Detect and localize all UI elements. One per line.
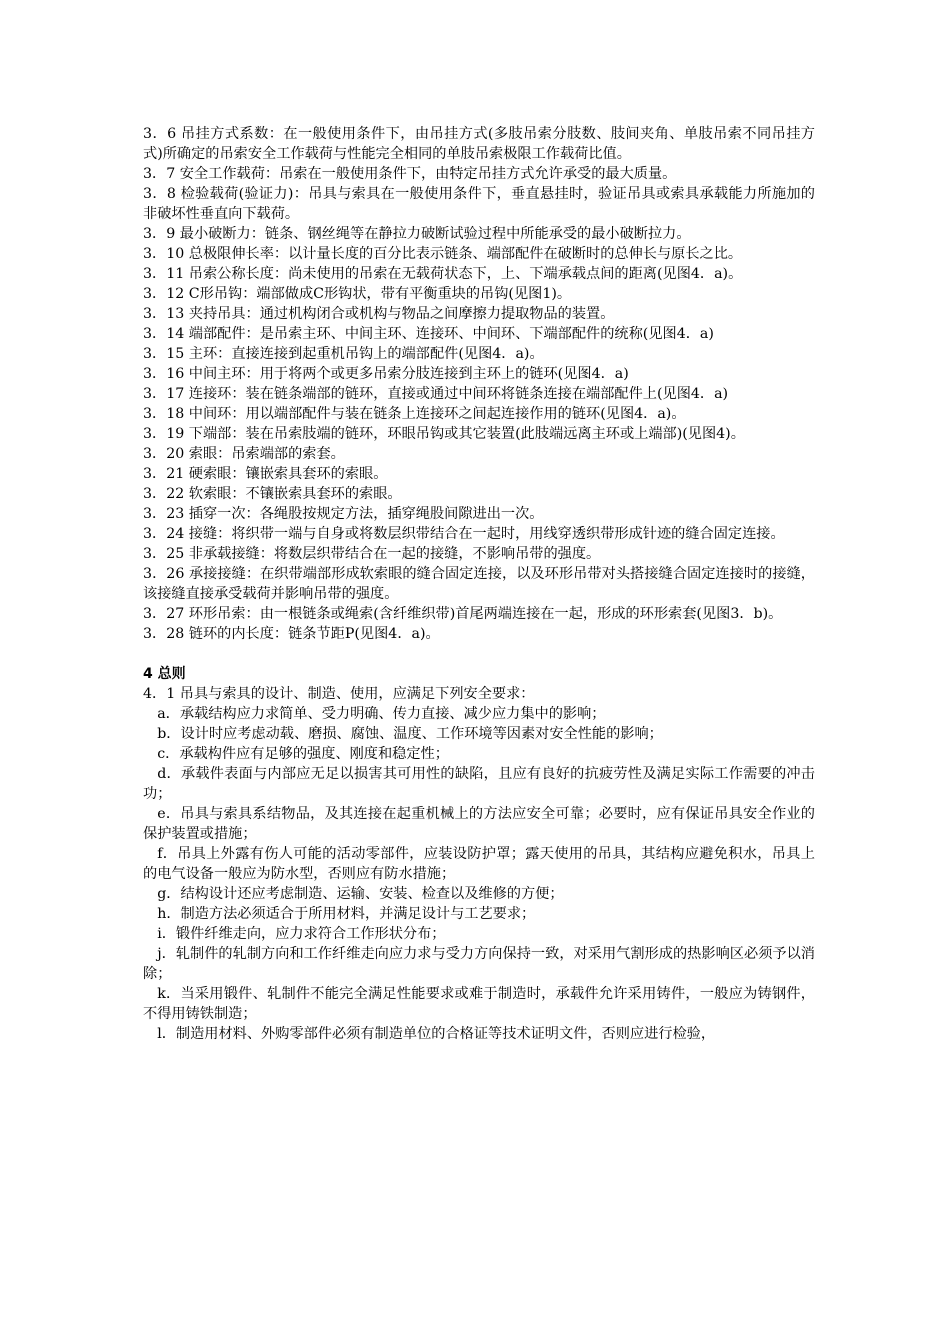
clause-3-18: 3．18 中间环：用以端部配件与装在链条上连接环之间起连接作用的链环(见图4．a)。 [143, 406, 686, 422]
clause-3-9: 3．9 最小破断力：链条、钢丝绳等在静拉力破断试验过程中所能承受的最小破断拉力。 [143, 226, 691, 242]
clause-3-19: 3．19 下端部：装在吊索肢端的链环，环眼吊钩或其它装置(此肢端远离主环或上端部)(见图4)。 [143, 426, 745, 442]
clause-3-24: 3．24 接缝：将织带一端与自身或将数层织带结合在一起时，用线穿透织带形成针迹的缝合固定连接。 [143, 526, 785, 542]
requirement-e: e．吊具与索具系结物品，及其连接在起重机械上的方法应安全可靠；必要时，应有保证吊具安全作业的保护装置或措施； [143, 806, 815, 842]
clause-3-22: 3．22 软索眼：不镶嵌索具套环的索眼。 [143, 486, 402, 502]
clause-3-7: 3．7 安全工作载荷：吊索在一般使用条件下，由特定吊挂方式允许承受的最大质量。 [143, 166, 677, 182]
requirement-f: f．吊具上外露有伤人可能的活动零部件，应装设防护罩；露天使用的吊具，其结构应避免积水，吊具上的电气设备一般应为防水型，否则应有防水措施； [143, 846, 815, 882]
clause-4-1: 4．1 吊具与索具的设计、制造、使用，应满足下列安全要求： [143, 686, 535, 702]
section-4-heading: 4 总则 [143, 666, 186, 682]
clause-3-6: 3．6 吊挂方式系数：在一般使用条件下，由吊挂方式(多肢吊索分肢数、肢间夹角、单肢吊索不同吊挂方式)所确定的吊索安全工作载荷与性能完全相同的单肢吊索极限工作载荷比值。 [143, 126, 815, 162]
requirement-d: d．承载件表面与内部应无足以损害其可用性的缺陷，且应有良好的抗疲劳性及满足实际工作需要的冲击功； [143, 766, 815, 802]
section-3-definitions [143, 124, 815, 644]
requirement-l: l．制造用材料、外购零部件必须有制造单位的合格证等技术证明文件，否则应进行检验， [157, 1026, 716, 1042]
document-page [143, 124, 815, 1044]
requirement-i: i．锻件纤维走向，应力求符合工作形状分布； [157, 926, 446, 942]
clause-3-12: 3．12 C形吊钩：端部做成C形钩状，带有平衡重块的吊钩(见图1)。 [143, 286, 572, 302]
clause-3-28: 3．28 链环的内长度：链条节距P(见图4．a)。 [143, 626, 440, 642]
requirement-a: a．承载结构应力求简单、受力明确、传力直接、减少应力集中的影响； [157, 706, 606, 722]
clause-3-20: 3．20 索眼：吊索端部的索套。 [143, 446, 345, 462]
clause-3-27: 3．27 环形吊索：由一根链条或绳索(含纤维织带)首尾两端连接在一起，形成的环形索套(见图3．b)。 [143, 606, 783, 622]
requirement-b: b．设计时应考虑动载、磨损、腐蚀、温度、工作环境等因素对安全性能的影响； [157, 726, 663, 742]
requirement-c: c．承载构件应有足够的强度、刚度和稳定性； [157, 746, 449, 762]
clause-3-21: 3．21 硬索眼：镶嵌索具套环的索眼。 [143, 466, 388, 482]
clause-3-10: 3．10 总极限伸长率：以计量长度的百分比表示链条、端部配件在破断时的总伸长与原长之比。 [143, 246, 743, 262]
clause-3-13: 3．13 夹持吊具：通过机构闭合或机构与物品之间摩擦力提取物品的装置。 [143, 306, 615, 322]
section-4-general [143, 664, 815, 1044]
requirement-j: j．轧制件的轧制方向和工作纤维走向应力求与受力方向保持一致，对采用气割形成的热影响区必须予以消除； [143, 946, 815, 982]
clause-3-26: 3．26 承接接缝：在织带端部形成软索眼的缝合固定连接，以及环形吊带对头搭接缝合固定连接时的接缝，该接缝直接承受载荷并影响吊带的强度。 [143, 566, 815, 602]
clause-3-8: 3．8 检验载荷(验证力)：吊具与索具在一般使用条件下，垂直悬挂时，验证吊具或索具承载能力所施加的非破坏性垂直向下载荷。 [143, 186, 815, 222]
clause-3-23: 3．23 插穿一次：各绳股按规定方法，插穿绳股间隙进出一次。 [143, 506, 544, 522]
clause-3-11: 3．11 吊索公称长度：尚未使用的吊索在无载荷状态下，上、下端承载点间的距离(见图4．a)。 [143, 266, 743, 282]
clause-3-15: 3．15 主环：直接连接到起重机吊钩上的端部配件(见图4．a)。 [143, 346, 544, 362]
clause-3-25: 3．25 非承载接缝：将数层织带结合在一起的接缝，不影响吊带的强度。 [143, 546, 601, 562]
clause-3-17: 3．17 连接环：装在链条端部的链环，直接或通过中间环将链条连接在端部配件上(见图4．a) [143, 386, 729, 402]
clause-3-14: 3．14 端部配件：是吊索主环、中间主环、连接环、中间环、下端部配件的统称(见图4．a) [143, 326, 714, 342]
section-gap [143, 644, 815, 664]
requirement-k: k．当采用锻件、轧制件不能完全满足性能要求或难于制造时，承载件允许采用铸件，一般应为铸钢件，不得用铸铁制造； [143, 986, 815, 1022]
requirement-h: h．制造方法必须适合于所用材料，并满足设计与工艺要求； [157, 906, 536, 922]
clause-3-16: 3．16 中间主环：用于将两个或更多吊索分肢连接到主环上的链环(见图4．a) [143, 366, 629, 382]
requirement-g: g．结构设计还应考虑制造、运输、安装、检查以及维修的方便； [157, 886, 564, 902]
